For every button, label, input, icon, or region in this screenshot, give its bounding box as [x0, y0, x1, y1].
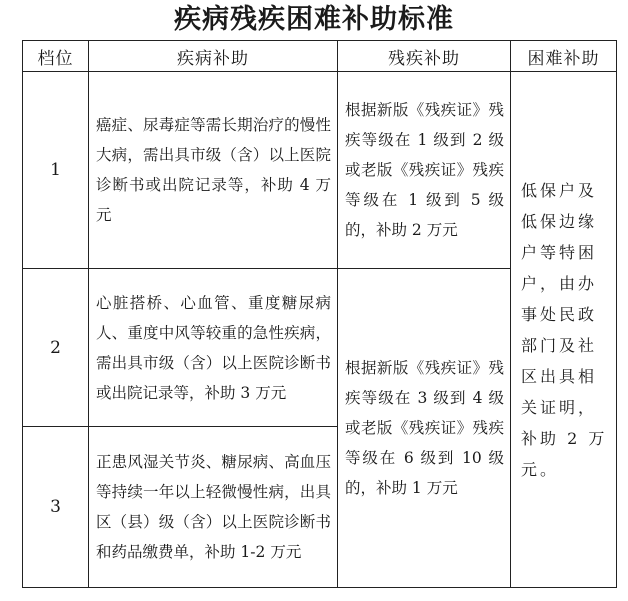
level-cell: 1 — [23, 72, 89, 269]
table-header-row — [23, 41, 617, 72]
poverty-cell: 低保户及低保边缘户等特困户，由办事处民政部门及社区出具相关证明，补助 2 万元。 — [511, 72, 617, 588]
level-cell: 2 — [23, 269, 89, 427]
header-disability: 残疾补助 — [338, 41, 511, 72]
level-cell: 3 — [23, 427, 89, 588]
header-illness: 疾病补助 — [89, 41, 338, 72]
illness-cell: 心脏搭桥、心血管、重度糖尿病人、重度中风等较重的急性疾病，需出具市级（含）以上医院诊断书或出院记录等，补助 3 万元 — [89, 269, 338, 427]
disability-cell-tier-a: 根据新版《残疾证》残疾等级在 1 级到 2 级或老版《残疾证》残疾等级在 1 级到 5 级的，补助 2 万元 — [338, 72, 511, 269]
illness-cell: 癌症、尿毒症等需长期治疗的慢性大病，需出具市级（含）以上医院诊断书或出院记录等，补助 4 万元 — [89, 72, 338, 269]
illness-cell: 正患风湿关节炎、糖尿病、高血压等持续一年以上轻微慢性病，出具区（县）级（含）以上医院诊断书和药品缴费单，补助 1-2 万元 — [89, 427, 338, 588]
cropped-next-line — [26, 592, 346, 601]
disability-cell-tier-b: 根据新版《残疾证》残疾等级在 3 级到 4 级或老版《残疾证》残疾等级在 6 级到 10 级的，补助 1 万元 — [338, 269, 511, 588]
page-title: 疾病残疾困难补助标准 — [174, 4, 454, 35]
header-level: 档位 — [23, 41, 89, 72]
header-poverty: 困难补助 — [511, 41, 617, 72]
subsidy-table — [22, 40, 617, 588]
table-row — [23, 72, 617, 269]
